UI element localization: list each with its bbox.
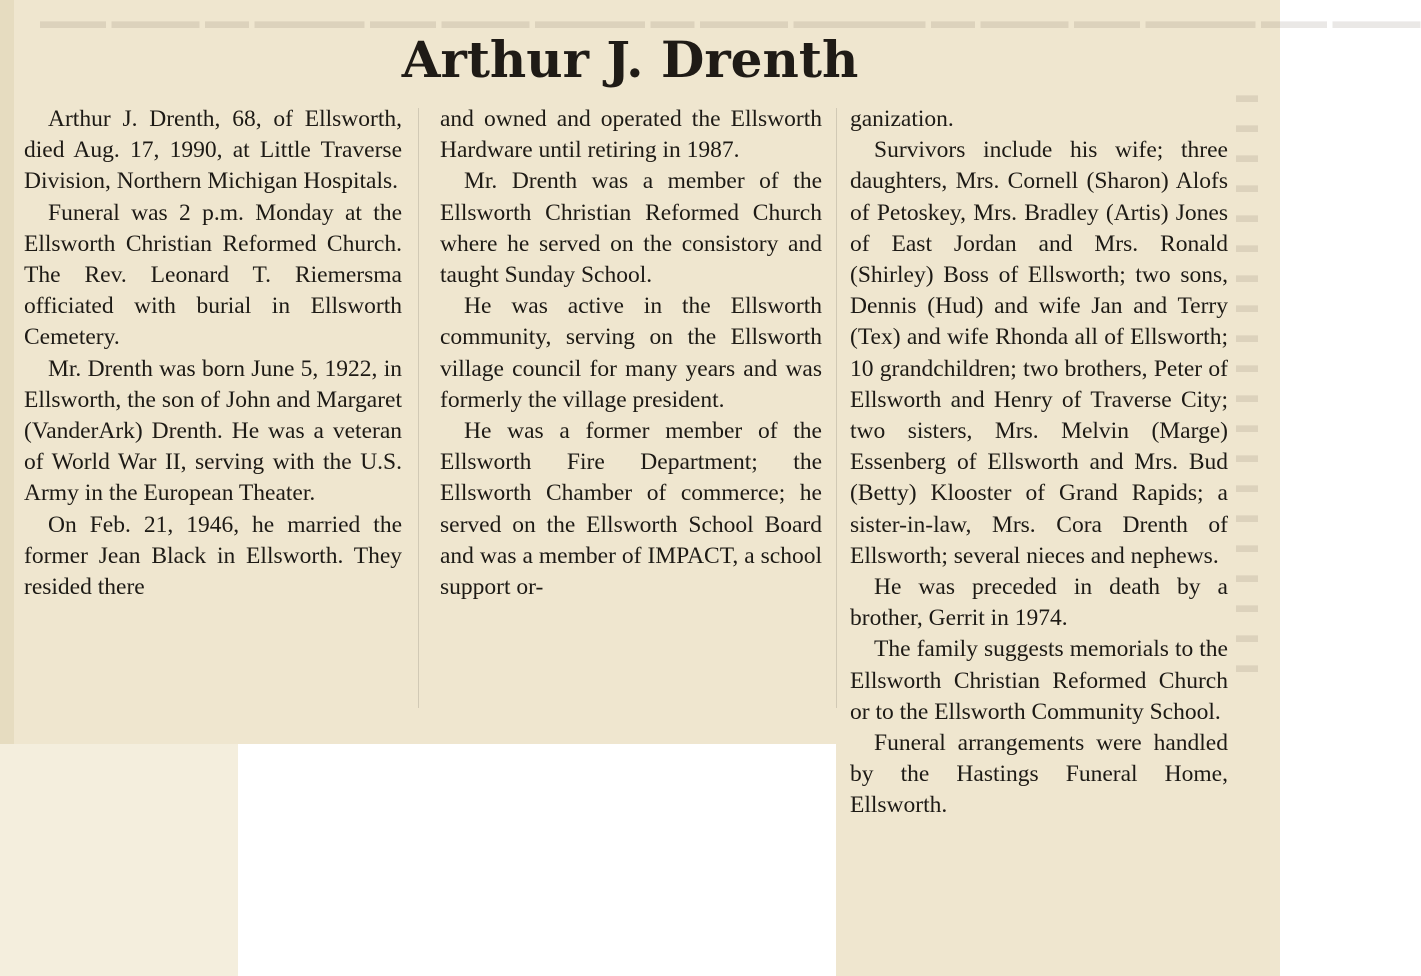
paragraph: ganization. [850,106,954,132]
article-column [850,104,1228,822]
paragraph: Mr. Drenth was born June 5, 1922, in Ellsworth, the son of John and Margaret (VanderArk) Drenth. He was a veteran of World War II, serving with the U.S. Army in the European Theater. [24,355,402,507]
column-rule [418,108,419,708]
paragraph: Survivors include his wife; three daughters, Mrs. Cornell (Sharon) Alofs of Petoskey, Mrs. Bradley (Artis) Jones of East Jordan and Mrs. Ronald (Shirley) Boss of Ellsworth; two sons, Dennis (Hud) and wife Jan and Terry (Tex) and wife Rhonda all of Ellsworth; 10 grandchildren; two brothers, Peter of Ellsworth and Henry of Traverse City; two sisters, Mrs. Melvin (Marge) Essenberg of Ellsworth and Mrs. Bud (Betty) Klooster of Grand Rapids; a sister-in-law, Mrs. Cora Drenth of Ellsworth; several nieces and nephews. [850,137,1228,569]
article-column [24,104,402,603]
column-rule [836,108,837,708]
paragraph: He was a former member of the Ellsworth Fire Department; the Ellsworth Chamber of commerce; he served on the Ellsworth School Board and was a member of IMPACT, a school support or- [440,418,822,601]
paragraph: He was preceded in death by a brother, Gerrit in 1974. [850,574,1228,632]
paragraph: Funeral arrangements were handled by the Hastings Funeral Home, Ellsworth. [850,730,1228,819]
paragraph: He was active in the Ellsworth community, serving on the Ellsworth village council for many years and was formerly the village president. [440,293,822,413]
clipping-edge [0,0,14,744]
paragraph: and owned and operated the Ellsworth Hardware until retiring in 1987. [440,106,822,164]
clipping-paper-scrap [0,744,238,976]
article-column [440,104,822,603]
paragraph: Mr. Drenth was a member of the Ellsworth Christian Reformed Church where he served on the consistory and taught Sunday School. [440,168,822,289]
paragraph: Arthur J. Drenth, 68, of Ellsworth, died Aug. 17, 1990, at Little Traverse Division, Northern Michigan Hospitals. [24,106,402,195]
paragraph: The family suggests memorials to the Ellsworth Christian Reformed Church or to the Ellsworth Community School. [850,636,1228,725]
paragraph: On Feb. 21, 1946, he married the former Jean Black in Ellsworth. They resided there [24,511,402,601]
bleed-through-texture: ▬▬▬ ▬▬▬▬ ▬▬ ▬▬▬▬▬ ▬▬▬ ▬▬▬▬ ▬▬▬▬▬ ▬▬ ▬▬▬▬ ▬▬▬▬▬▬ ▬▬ ▬▬▬▬ ▬▬▬ ▬▬▬▬▬ ▬▬▬ ▬▬▬▬ [40,8,1421,33]
headline: Arthur J. Drenth [401,30,859,89]
bleed-through-texture: ▬ ▬ ▬ ▬ ▬ ▬ ▬ ▬ ▬ ▬ ▬ ▬ ▬ ▬ ▬ ▬ ▬ ▬ ▬ ▬ [1236,82,1258,677]
paragraph: Funeral was 2 p.m. Monday at the Ellsworth Christian Reformed Church. The Rev. Leonard T. Riemersma officiated with burial in Ellsworth Cemetery. [24,199,402,351]
